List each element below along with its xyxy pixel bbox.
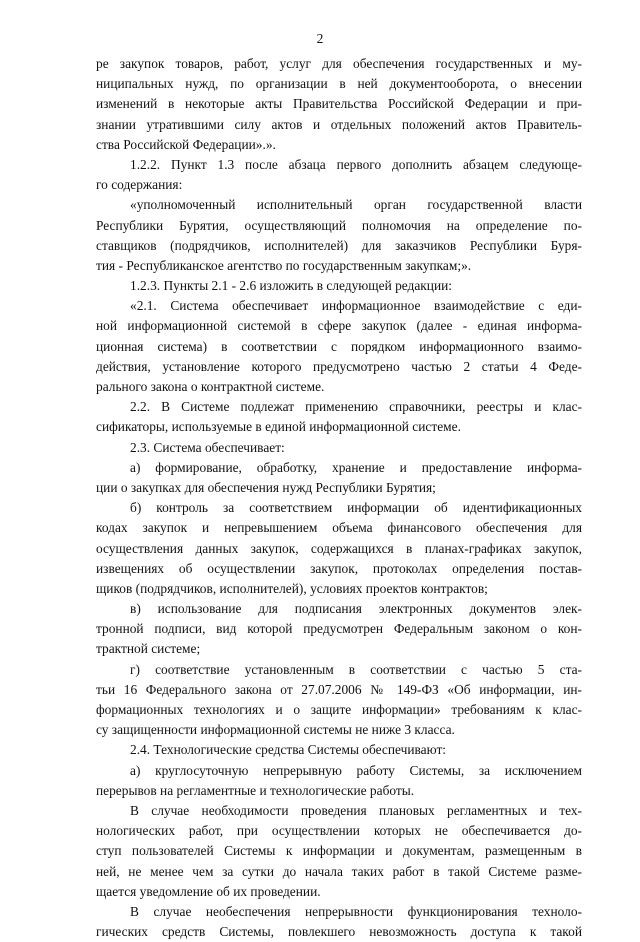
text-line: ниципальных нужд, по организации в ней документооборота, о внесении: [96, 76, 582, 92]
text-line: тьи 16 Федерального закона от 27.07.2006 № 149-ФЗ «Об информации, ин-: [96, 681, 582, 697]
text-line: трактной системе;: [96, 641, 201, 657]
page-number: 2: [316, 31, 324, 46]
text-line: «уполномоченный исполнительный орган государственной власти: [130, 197, 582, 213]
text-line: осуществления данных закупок, содержащихся в планах-графиках закупок,: [96, 540, 582, 556]
text-line: го содержания:: [96, 177, 183, 193]
text-line: извещениях об осуществлении закупок, протоколах определения постав-: [96, 560, 582, 576]
text-line: б) контроль за соответствием информации об идентификационных: [130, 500, 582, 516]
text-line: ре закупок товаров, работ, услуг для обеспечения государственных и му-: [96, 56, 582, 71]
text-line: ставщиков (подрядчиков, исполнителей) для заказчиков Республики Буря-: [96, 237, 582, 253]
text-line: 2.3. Система обеспечивает:: [130, 439, 285, 455]
text-line: а) круглосуточную непрерывную работу Системы, за исключением: [130, 762, 582, 778]
text-line: нологических работ, при осуществлении которых не обеспечивается до-: [96, 823, 582, 839]
text-line: 2.2. В Системе подлежат применению справочники, реестры и клас-: [130, 399, 582, 415]
text-line: рального закона о контрактной системе.: [96, 379, 325, 394]
text-line: а) формирование, обработку, хранение и предоставление информа-: [130, 459, 582, 475]
text-line: г) соответствие установленным в соответствии с частью 5 ста-: [130, 661, 582, 677]
text-line: в) использование для подписания электронных документов элек-: [130, 601, 582, 617]
document-body: [96, 54, 582, 942]
text-line: В случае необеспечения непрерывности функционирования техноло-: [130, 903, 582, 919]
text-line: ней, не менее чем за сутки до начала таких работ в такой Системе разме-: [96, 863, 582, 879]
text-line: «2.1. Система обеспечивает информационное взаимодействие с еди-: [130, 298, 582, 314]
text-line: формационных технологиях и о защите информации» требованиям к клас-: [96, 702, 582, 717]
text-line: ции о закупках для обеспечения нужд Республики Бурятия;: [96, 479, 436, 495]
text-line: Республики Бурятия, осуществляющий полномочия на определение по-: [96, 217, 582, 233]
text-line: В случае необходимости проведения плановых регламентных и тех-: [130, 802, 582, 818]
text-line: действия, установление которого предусмотрено частью 2 статьи 4 Феде-: [96, 358, 582, 374]
text-line: 2.4. Технологические средства Системы обеспечивают:: [130, 742, 447, 758]
text-line: тронной подписи, вид которой предусмотрен Федеральным законом о кон-: [96, 621, 582, 637]
text-line: перерывов на регламентные и технологические работы.: [96, 782, 415, 798]
text-line: 1.2.2. Пункт 1.3 после абзаца первого дополнить абзацем следующе-: [130, 156, 582, 172]
text-line: тия - Республиканское агентство по государственным закупкам;».: [96, 257, 472, 273]
text-line: ной информационной системой в сфере закупок (далее - единая информа-: [96, 318, 582, 334]
text-line: су защищенности информационной системы не ниже 3 класса.: [96, 722, 455, 738]
text-line: щиков (подрядчиков, исполнителей), условиях проектов контрактов;: [96, 580, 488, 596]
text-line: ступ пользователей Системы к информации и документам, размещенным в: [96, 843, 582, 859]
text-line: гических средств Системы, повлекшего невозможность доступа к такой: [96, 924, 582, 940]
text-line: изменений в некоторые акты Правительства Российской Федерации и при-: [96, 96, 582, 112]
text-line: 1.2.3. Пункты 2.1 - 2.6 изложить в следующей редакции:: [130, 278, 453, 294]
text-line: знании утратившими силу актов и отдельных положений актов Правитель-: [96, 116, 582, 132]
text-line: кодах закупок и непревышением объема финансового обеспечения для: [96, 520, 582, 536]
text-line: ства Российской Федерации».».: [96, 136, 276, 152]
text-line: сификаторы, используемые в единой информационной системе.: [96, 419, 461, 435]
text-line: ционная система) в соответствии с порядком информационного взаимо-: [96, 338, 582, 354]
text-line: щается уведомление об их проведении.: [96, 883, 321, 899]
